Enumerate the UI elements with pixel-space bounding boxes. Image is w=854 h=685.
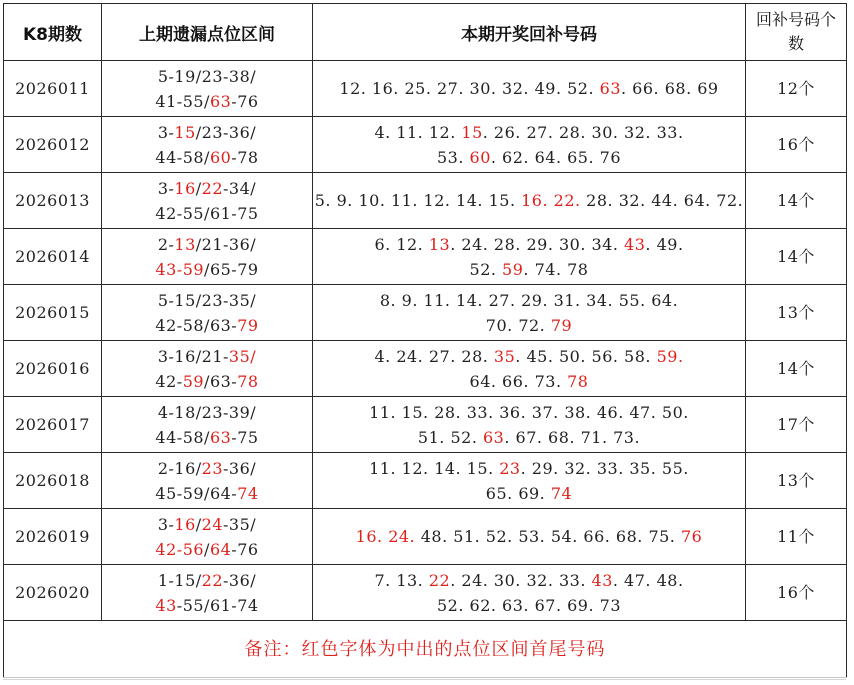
number-text: 52.	[469, 259, 503, 279]
cell-line	[102, 456, 312, 481]
number-text: 4. 24. 27. 28.	[374, 346, 494, 366]
number-text: . 24. 28. 29. 30. 34.	[450, 234, 625, 254]
highlighted-number: 15	[461, 122, 483, 142]
count-cell: 12个	[746, 61, 847, 117]
period-cell: 2026019	[4, 509, 102, 565]
number-text: -76	[231, 539, 259, 559]
number-text: . 45. 50. 56. 58.	[515, 346, 657, 366]
header-period: K8期数	[4, 4, 102, 61]
interval-cell	[102, 117, 313, 173]
number-text: /21-36/	[195, 234, 257, 254]
number-text: 42-58/63-	[155, 315, 238, 335]
highlighted-number: 22	[428, 570, 451, 590]
highlighted-number: 78	[567, 371, 589, 391]
count-cell: 16个	[746, 117, 847, 173]
number-text: . 26. 27. 28. 30. 32. 33.	[482, 122, 684, 142]
number-text: 41-55/	[155, 91, 210, 111]
period-cell: 2026015	[4, 285, 102, 341]
period-cell: 2026011	[4, 61, 102, 117]
cell-line	[313, 313, 745, 338]
highlighted-number: 22	[201, 570, 224, 590]
cell-line	[313, 425, 745, 450]
interval-cell	[102, 229, 313, 285]
number-text: -36/	[223, 570, 257, 590]
cell-line	[313, 593, 745, 618]
highlighted-number: 23	[201, 458, 224, 478]
table-body	[4, 61, 847, 621]
number-text: 5-15/23-35/	[157, 290, 257, 310]
number-text: -36/	[223, 458, 257, 478]
cell-line	[102, 481, 312, 506]
number-text: /	[204, 539, 210, 559]
period-cell: 2026020	[4, 565, 102, 621]
number-text: 5-19/23-38/	[157, 66, 257, 86]
cell-line	[313, 288, 745, 313]
highlighted-number: 59	[182, 371, 205, 391]
highlighted-number: 63	[209, 427, 232, 447]
count-cell: 13个	[746, 453, 847, 509]
number-text: . 67. 68. 71. 73.	[504, 427, 641, 447]
interval-cell	[102, 509, 313, 565]
cell-line	[313, 257, 745, 282]
interval-cell	[102, 397, 313, 453]
number-text: 3-	[157, 178, 175, 198]
header-count	[746, 4, 847, 61]
cell-line	[102, 313, 312, 338]
number-text: -75	[231, 427, 259, 447]
period-cell: 2026013	[4, 173, 102, 229]
number-text: 51. 52.	[417, 427, 483, 447]
table-row	[4, 117, 847, 173]
cell-line	[102, 369, 312, 394]
number-text: . 29. 32. 33. 35. 55.	[520, 458, 689, 478]
highlighted-number: 60	[469, 147, 491, 167]
table-row	[4, 229, 847, 285]
numbers-cell	[313, 117, 746, 173]
number-text: 42-	[155, 371, 183, 391]
highlighted-number: 16. 22.	[521, 191, 581, 210]
interval-cell	[102, 61, 313, 117]
number-text: 5. 9. 10. 11. 12. 14. 15.	[314, 191, 522, 210]
numbers-cell	[313, 341, 746, 397]
period-cell: 2026016	[4, 341, 102, 397]
period-cell: 2026017	[4, 397, 102, 453]
numbers-cell	[313, 173, 746, 229]
note-text: 备注：红色字体为中出的点位区间首尾号码	[4, 621, 847, 678]
number-text: 53.	[436, 147, 470, 167]
number-text: 48. 51. 52. 53. 54. 66. 68. 75.	[415, 527, 681, 546]
number-text: 3-	[157, 122, 175, 142]
number-text: 4. 11. 12.	[374, 122, 462, 142]
number-text: 7. 13.	[374, 570, 429, 590]
cell-line	[313, 120, 745, 145]
number-text: 64. 66. 73.	[469, 371, 568, 391]
interval-cell	[102, 341, 313, 397]
highlighted-number: 63	[599, 79, 621, 98]
highlighted-number: 74	[237, 483, 259, 503]
number-text: . 74. 78	[523, 259, 589, 279]
cell-line	[102, 201, 312, 226]
number-text: 45-59/64-	[155, 483, 238, 503]
interval-cell	[102, 173, 313, 229]
number-text: . 47. 48.	[612, 570, 684, 590]
highlighted-number: 42-56	[155, 539, 205, 559]
table-row	[4, 397, 847, 453]
count-cell: 11个	[746, 509, 847, 565]
highlighted-number: 60	[209, 147, 232, 167]
number-text: 52. 62. 63. 67. 69. 73	[436, 595, 621, 615]
table-row	[4, 341, 847, 397]
count-cell: 14个	[746, 341, 847, 397]
highlighted-number: 78	[237, 371, 259, 391]
cell-line	[102, 64, 312, 89]
cell-line	[313, 344, 745, 369]
highlighted-number: 63	[482, 427, 505, 447]
number-text: 3-	[157, 514, 175, 534]
cell-line	[102, 344, 312, 369]
highlighted-number: 43	[624, 234, 646, 254]
sheet-grid-edge	[3, 679, 846, 685]
number-text: 4-18/23-39/	[157, 402, 257, 422]
count-cell: 14个	[746, 173, 847, 229]
highlighted-number: 59.	[656, 346, 684, 366]
number-text: 3-16/21-	[157, 346, 229, 366]
highlighted-number: 43-59	[155, 259, 205, 279]
table-row	[4, 61, 847, 117]
lottery-table-sheet	[3, 3, 846, 679]
header-interval: 上期遗漏点位区间	[102, 4, 313, 61]
number-text: -76	[231, 91, 259, 111]
count-cell: 13个	[746, 285, 847, 341]
number-text: -35/	[223, 514, 257, 534]
interval-cell	[102, 285, 313, 341]
highlighted-number: 64	[209, 539, 232, 559]
cell-line	[102, 145, 312, 170]
table-row	[4, 565, 847, 621]
number-text: -34/	[223, 178, 257, 198]
number-text: 8. 9. 11. 14. 27. 29. 31. 34. 55. 64.	[379, 290, 679, 310]
cell-line	[313, 232, 745, 257]
cell-line	[313, 524, 745, 549]
number-text: 28. 32. 44. 64. 72.	[580, 191, 744, 210]
highlighted-number: 15	[174, 122, 196, 142]
cell-line	[102, 400, 312, 425]
number-text: 44-58/	[155, 427, 210, 447]
cell-line	[102, 257, 312, 282]
period-cell: 2026018	[4, 453, 102, 509]
highlighted-number: 13	[428, 234, 451, 254]
numbers-cell	[313, 453, 746, 509]
highlighted-number: 76	[680, 527, 703, 546]
number-text: 70. 72.	[485, 315, 551, 335]
number-text: 12. 16. 25. 27. 30. 32. 49. 52.	[339, 79, 600, 98]
highlighted-number: 13	[174, 234, 196, 254]
highlighted-number: 59	[502, 259, 524, 279]
number-text: 2-	[157, 234, 175, 254]
cell-line	[102, 537, 312, 562]
cell-line	[102, 232, 312, 257]
highlighted-number: 22	[201, 178, 224, 198]
table-row	[4, 453, 847, 509]
number-text: 42-55/61-75	[155, 203, 259, 223]
number-text: . 24. 30. 32. 33.	[450, 570, 592, 590]
highlighted-number: 79	[237, 315, 259, 335]
lottery-table	[3, 3, 847, 678]
interval-cell	[102, 453, 313, 509]
count-cell: 17个	[746, 397, 847, 453]
number-text: 6. 12.	[374, 234, 429, 254]
number-text: /65-79	[204, 259, 259, 279]
highlighted-number: 35/	[228, 346, 257, 366]
number-text: 44-58/	[155, 147, 210, 167]
numbers-cell	[313, 509, 746, 565]
highlighted-number: 16	[174, 514, 196, 534]
numbers-cell	[313, 285, 746, 341]
number-text: 11. 12. 14. 15.	[369, 458, 500, 478]
highlighted-number: 63	[209, 91, 232, 111]
number-text: /	[195, 178, 202, 198]
number-text: /63-	[204, 371, 238, 391]
interval-cell	[102, 565, 313, 621]
cell-line	[313, 188, 745, 213]
cell-line	[102, 425, 312, 450]
cell-line	[102, 176, 312, 201]
number-text: . 66. 68. 69	[621, 79, 719, 98]
highlighted-number: 43	[591, 570, 613, 590]
numbers-cell	[313, 397, 746, 453]
number-text: 1-15/	[157, 570, 202, 590]
number-text: 65. 69.	[485, 483, 551, 503]
cell-line	[102, 288, 312, 313]
number-text: . 62. 64. 65. 76	[490, 147, 621, 167]
cell-line	[102, 512, 312, 537]
number-text: /23-36/	[195, 122, 257, 142]
cell-line	[102, 593, 312, 618]
period-cell: 2026014	[4, 229, 102, 285]
header-numbers: 本期开奖回补号码	[313, 4, 746, 61]
count-cell: 14个	[746, 229, 847, 285]
count-cell: 16个	[746, 565, 847, 621]
note-row	[4, 621, 847, 678]
cell-line	[313, 568, 745, 593]
number-text: -78	[231, 147, 259, 167]
numbers-cell	[313, 229, 746, 285]
highlighted-number: 35	[493, 346, 516, 366]
period-cell: 2026012	[4, 117, 102, 173]
highlighted-number: 43	[155, 595, 177, 615]
highlighted-number: 79	[550, 315, 573, 335]
highlighted-number: 24	[201, 514, 224, 534]
numbers-cell	[313, 61, 746, 117]
cell-line	[313, 456, 745, 481]
highlighted-number: 23	[499, 458, 521, 478]
cell-line	[313, 369, 745, 394]
number-text: . 49.	[645, 234, 684, 254]
highlighted-number: 74	[550, 483, 573, 503]
number-text: -55/61-74	[176, 595, 259, 615]
table-row	[4, 509, 847, 565]
cell-line	[313, 400, 745, 425]
numbers-cell	[313, 565, 746, 621]
header-row	[4, 4, 847, 61]
highlighted-number: 16	[174, 178, 196, 198]
table-row	[4, 173, 847, 229]
cell-line	[313, 76, 745, 101]
number-text: /	[195, 514, 202, 534]
cell-line	[313, 481, 745, 506]
highlighted-number: 16. 24.	[355, 527, 416, 546]
header-count-text: 回补号码个数	[756, 10, 837, 53]
table-row	[4, 285, 847, 341]
number-text: 11. 15. 28. 33. 36. 37. 38. 46. 47. 50.	[369, 402, 689, 422]
cell-line	[102, 568, 312, 593]
number-text: 2-16/	[157, 458, 202, 478]
cell-line	[313, 145, 745, 170]
cell-line	[102, 89, 312, 114]
cell-line	[102, 120, 312, 145]
